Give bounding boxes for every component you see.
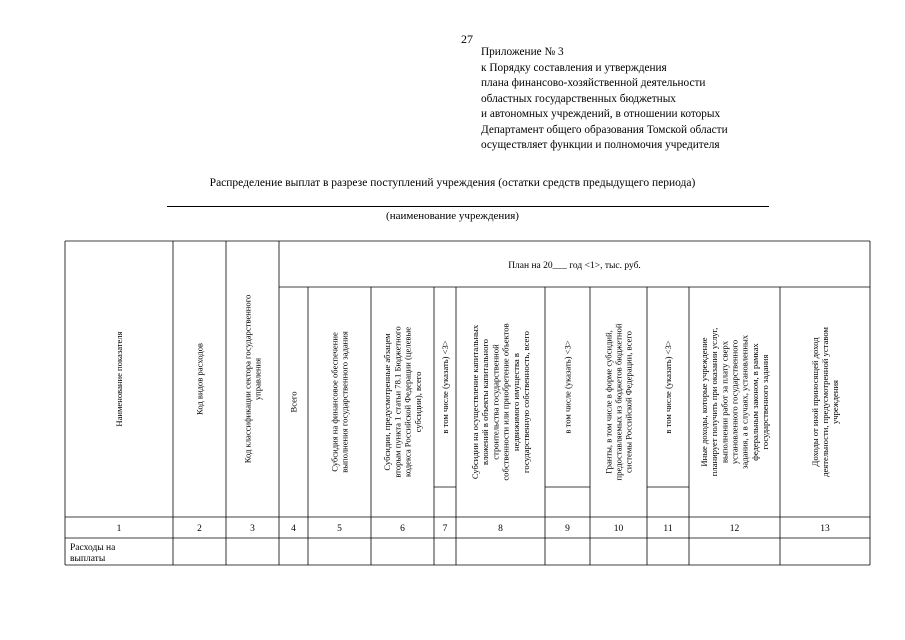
column-header-line: государственного задания [760, 354, 771, 450]
column-header-line: государственную собственность, всего [521, 331, 531, 473]
appendix-line: осуществляет функции и полномочия учредителя [481, 139, 720, 151]
column-header-line: Всего [288, 391, 299, 413]
column-header-line: в том числе (указать) <3> [440, 340, 450, 434]
column-header-9 [563, 340, 573, 433]
column-number: 2 [197, 524, 202, 534]
column-header-line: вложений в объекты капитального [480, 339, 491, 465]
column-header-line: деятельности, предусмотренной уставом [820, 327, 830, 477]
column-number: 12 [729, 524, 740, 534]
plan-header: План на 20___ год <1>, тыс. руб. [508, 261, 641, 271]
column-header-line: в том числе (указать) <3> [663, 340, 673, 434]
column-header-line: Код видов расходов [194, 343, 205, 415]
column-header-line: планирует получить при оказании услуг, [709, 327, 720, 477]
institution-caption: (наименование учреждения) [386, 210, 519, 222]
page-number: 27 [461, 32, 473, 46]
column-header-line: Гранты, в том числе в форме субсидий, [603, 330, 614, 474]
column-number: 13 [820, 524, 830, 534]
column-header-3 [242, 295, 262, 464]
column-header-line: выполнения государственного задания [339, 331, 350, 473]
column-header-line: Субсидии на осуществление капитальных [470, 324, 480, 480]
column-header-line: в том числе (указать) <3> [562, 340, 573, 434]
appendix-line: плана финансово-хозяйственной деятельности [481, 77, 706, 89]
column-header-1 [114, 331, 124, 426]
column-number: 10 [613, 524, 624, 534]
column-header-line: собственности или приобретение объектов [500, 323, 511, 481]
column-header-line: Код классификации сектора государственного [242, 294, 253, 464]
column-header-line: задания, а в случаях, установленных [739, 334, 750, 470]
column-header-6 [382, 326, 423, 477]
column-header-line: управления [252, 357, 263, 401]
column-header-7 [440, 340, 450, 433]
row-label: выплаты [70, 554, 106, 564]
column-header-line: Субсидия на финансовое обеспечение [329, 332, 340, 472]
column-header-line: системы Российской Федерации, всего [623, 331, 634, 473]
column-header-5 [329, 331, 349, 473]
column-header-8 [470, 323, 531, 480]
appendix-line: к Порядку составления и утверждения [481, 61, 667, 74]
column-number: 1 [116, 524, 122, 534]
document-title: Распределение выплат в разрезе поступлений учреждения (остатки средств предыдущего периода) [209, 177, 696, 189]
column-header-line: федеральным законом, в рамках [749, 343, 760, 461]
column-header-line: Субсидии, предусмотренные абзацем [382, 333, 393, 471]
column-number: 6 [400, 524, 405, 534]
column-header-4 [289, 391, 299, 412]
column-header-line: вторым пункта 1 статьи 78.1 Бюджетного [392, 326, 403, 478]
column-header-line: недвижимого имущества в [510, 353, 521, 451]
column-header-13 [810, 327, 840, 477]
column-header-line: Доходы от иной приносящей доход [809, 337, 820, 467]
column-header-line: Иные доходы, которые учреждение [698, 337, 709, 467]
appendix-line: Приложение № 3 [481, 46, 564, 58]
column-number: 3 [250, 524, 255, 534]
column-number: 8 [498, 524, 503, 534]
column-header-line: строительства государственной [490, 344, 501, 460]
column-header-12 [699, 328, 770, 476]
column-number: 11 [663, 524, 673, 534]
appendix-line: областных государственных бюджетных [481, 92, 676, 105]
column-header-10 [603, 323, 633, 480]
column-header-2 [195, 343, 205, 415]
column-number: 5 [337, 524, 342, 534]
column-number: 4 [291, 524, 296, 534]
column-header-line: установленного государственного [729, 339, 740, 465]
column-header-line: учреждения [830, 379, 841, 425]
column-header-line: Наименование показателя [114, 331, 124, 427]
appendix-line: и автономных учреждений, в отношении которых [481, 108, 721, 120]
column-header-line: субсидии), всего [412, 371, 423, 433]
row-label: Расходы на [70, 543, 116, 553]
column-number: 9 [565, 524, 570, 534]
column-header-line: выполнении работ за плату сверх [719, 341, 730, 463]
column-header-line: предоставляемых из бюджетов бюджетной [613, 323, 624, 481]
appendix-line: Департамент общего образования Томской области [481, 123, 728, 136]
column-header-line: кодекса Российской Федерации (целевые [402, 326, 413, 478]
column-number: 7 [442, 524, 448, 534]
column-header-11 [663, 340, 673, 433]
